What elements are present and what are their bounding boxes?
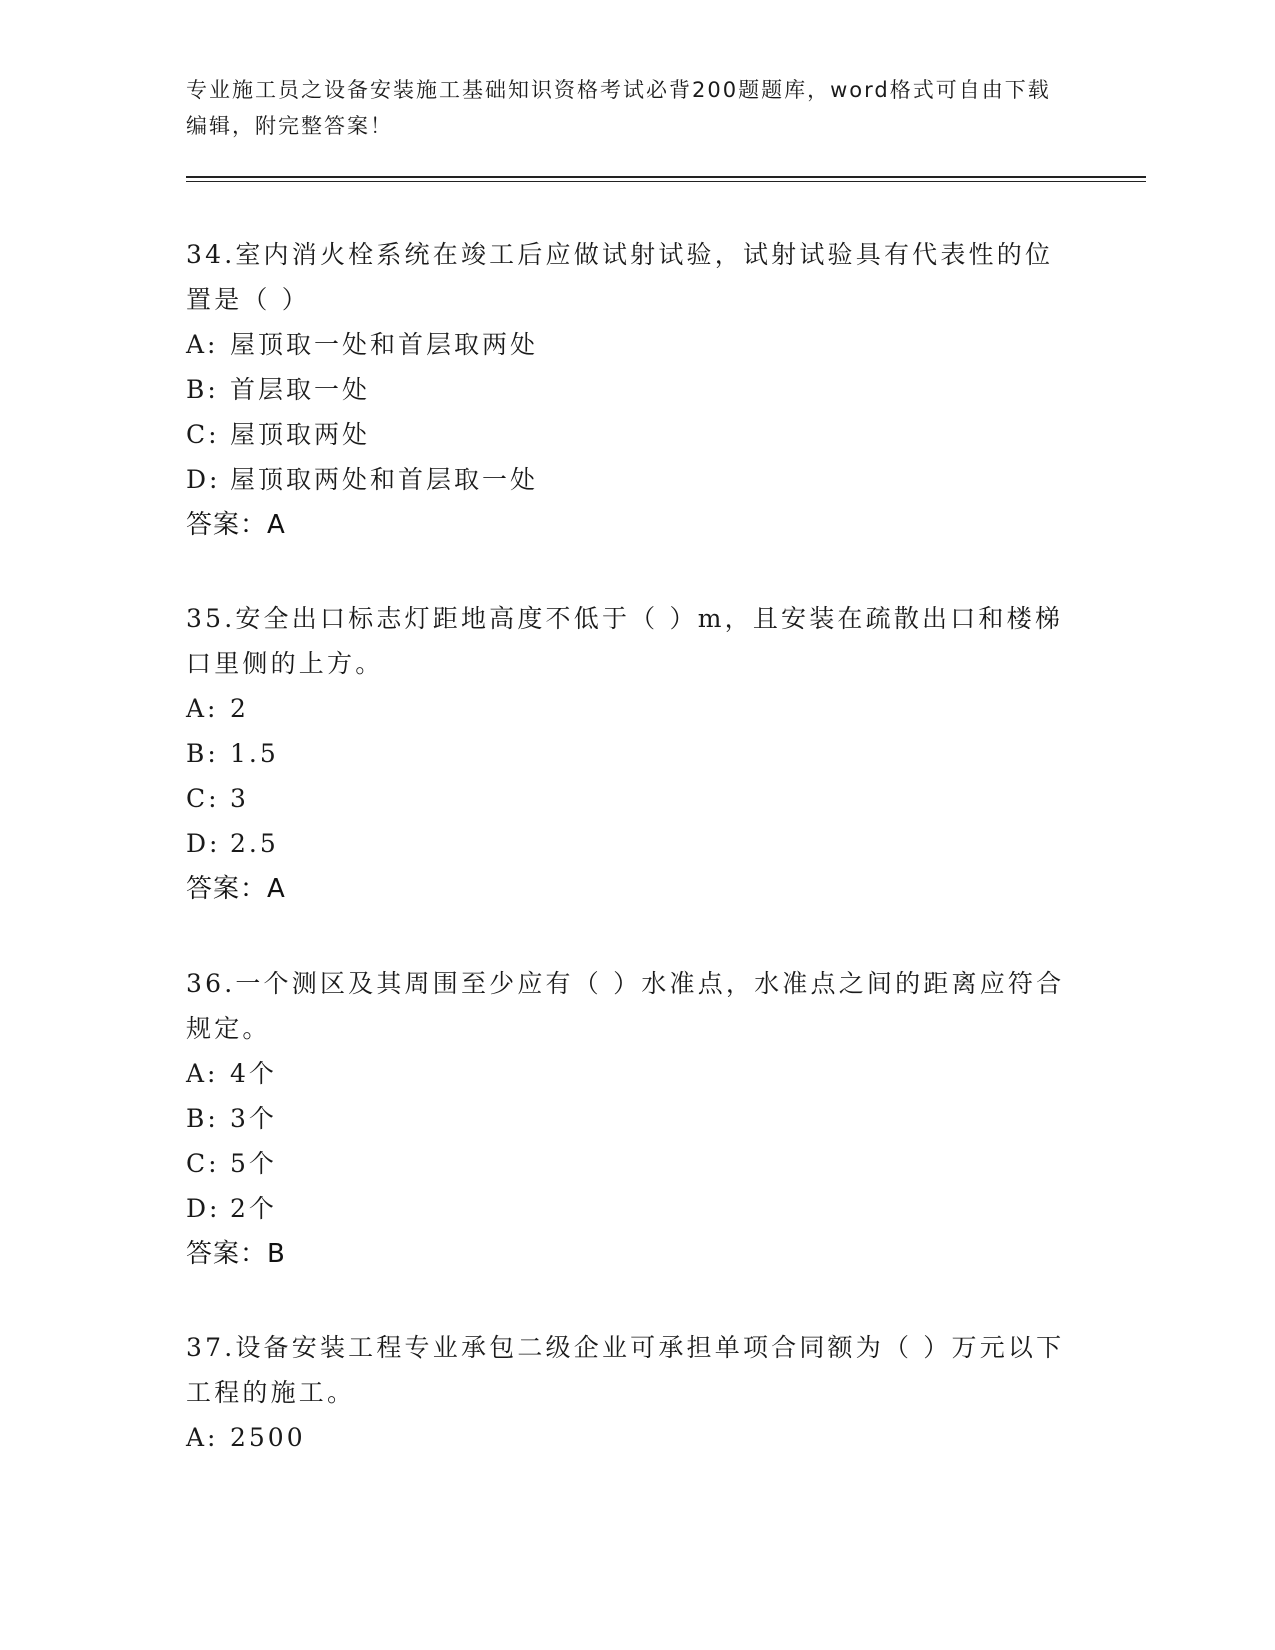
option-label: A: <box>186 694 219 723</box>
option-text: 3个 <box>230 1104 277 1133</box>
question-text: 34.室内消火栓系统在竣工后应做试射试验，试射试验具有代表性的位置是（ ） <box>186 240 1054 314</box>
option-label: D: <box>186 1194 221 1223</box>
question-36 <box>186 961 1066 1277</box>
option-c <box>186 1141 1066 1186</box>
option-label: B: <box>186 739 219 768</box>
header-divider-thin <box>186 181 1146 182</box>
option-text: 2个 <box>230 1194 277 1223</box>
option-text: 屋顶取两处 <box>230 420 371 449</box>
option-label: B: <box>186 1104 219 1133</box>
header-divider <box>186 176 1146 178</box>
option-text: 2.5 <box>230 829 279 858</box>
question-37 <box>186 1325 1066 1460</box>
question-35 <box>186 596 1066 912</box>
question-text: 36.一个测区及其周围至少应有（ ）水准点，水准点之间的距离应符合规定。 <box>186 969 1065 1043</box>
option-text: 2500 <box>230 1423 306 1452</box>
option-label: D: <box>186 829 221 858</box>
option-label: C: <box>186 1149 220 1178</box>
option-c <box>186 776 1066 821</box>
option-text: 首层取一处 <box>230 375 371 404</box>
option-a <box>186 686 1066 731</box>
option-label: C: <box>186 784 220 813</box>
answer: 答案：B <box>186 1239 286 1269</box>
option-label: C: <box>186 420 220 449</box>
option-label: A: <box>186 1059 219 1088</box>
option-text: 4个 <box>230 1059 277 1088</box>
question-text: 37.设备安装工程专业承包二级企业可承担单项合同额为（ ）万元以下工程的施工。 <box>186 1333 1065 1407</box>
option-b <box>186 1096 1066 1141</box>
option-text: 5个 <box>230 1149 277 1178</box>
option-b <box>186 731 1066 776</box>
option-d <box>186 1186 1066 1231</box>
option-c <box>186 412 1066 457</box>
option-text: 1.5 <box>230 739 279 768</box>
option-text: 2 <box>230 694 249 723</box>
option-label: D: <box>186 465 221 494</box>
question-34 <box>186 232 1066 548</box>
option-text: 屋顶取一处和首层取两处 <box>230 330 539 359</box>
option-a <box>186 1415 1066 1460</box>
answer: 答案：A <box>186 510 286 540</box>
option-a <box>186 322 1066 367</box>
option-label: A: <box>186 1423 219 1452</box>
option-b <box>186 367 1066 412</box>
option-label: A: <box>186 330 219 359</box>
option-d <box>186 457 1066 502</box>
option-text: 屋顶取两处和首层取一处 <box>230 465 539 494</box>
option-text: 3 <box>230 784 249 813</box>
option-a <box>186 1051 1066 1096</box>
answer: 答案：A <box>186 874 286 904</box>
question-text: 35.安全出口标志灯距地高度不低于（ ）m，且安装在疏散出口和楼梯口里侧的上方。 <box>186 604 1064 678</box>
document-header: 专业施工员之设备安装施工基础知识资格考试必背200题题库，word格式可自由下载编辑，附完整答案！ <box>186 78 1051 138</box>
option-d <box>186 821 1066 866</box>
option-label: B: <box>186 375 219 404</box>
